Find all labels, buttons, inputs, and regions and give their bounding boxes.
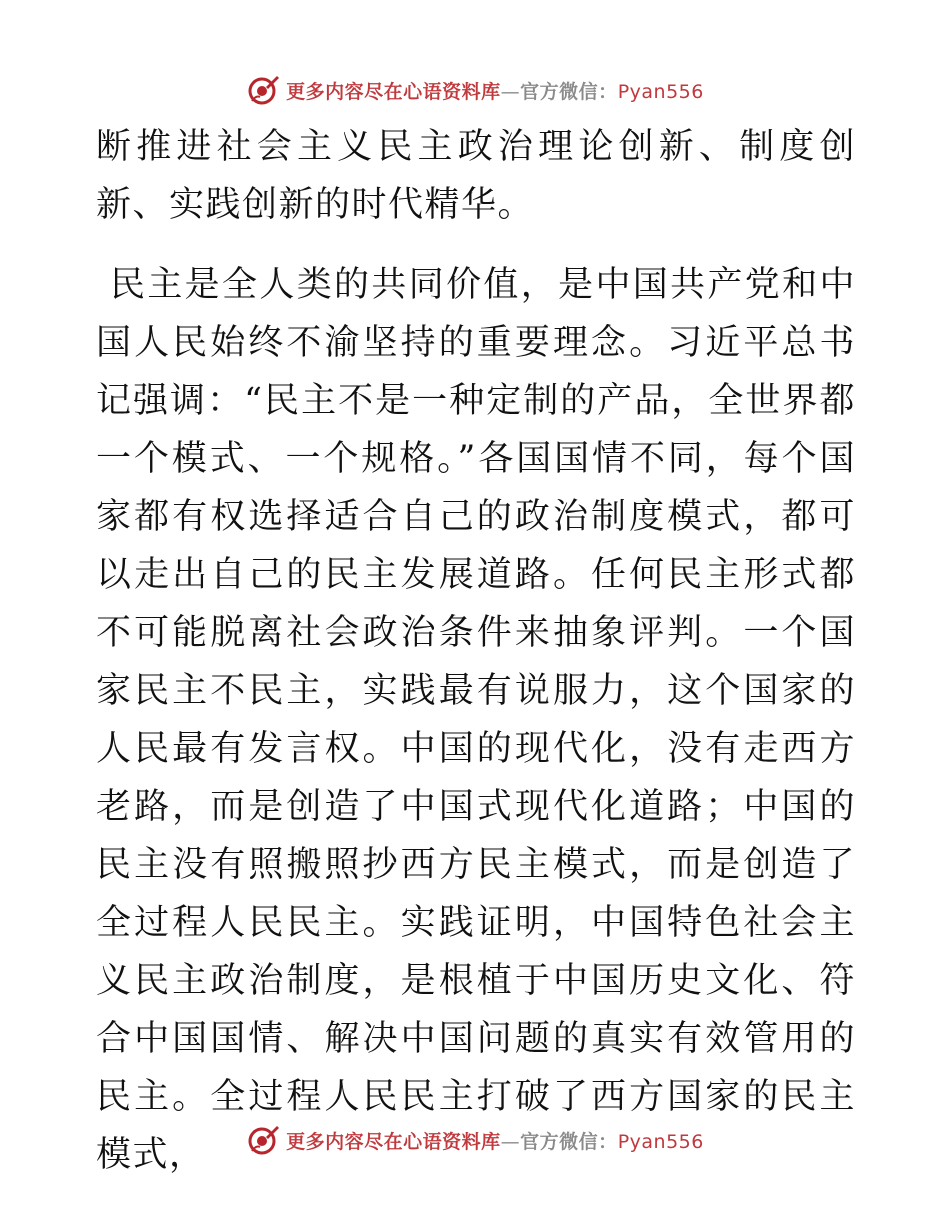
footer-watermark [0,1120,950,1160]
footer-watermark-text [286,1127,704,1154]
footer-site-name: 更多内容尽在心语资料库 [286,1130,501,1153]
pen-circle-logo-icon [246,73,280,107]
header-watermark-text [286,77,704,104]
header-site-name: 更多内容尽在心语资料库 [286,80,501,103]
document-body [96,118,856,1184]
header-watermark [0,70,950,110]
footer-wechat-id: Pyan556 [617,1130,704,1153]
pen-circle-logo-icon [246,1123,280,1157]
header-wechat-label: 官方微信： [520,80,618,103]
header-separator: — [500,80,521,103]
paragraph-2: 民主是全人类的共同价值，是中国共产党和中国人民始终不渝坚持的重要理念。习近平总书记强调：“民主不是一种定制的产品，全世界都一个模式、一个规格。”各国国情不同，每个国家都有权选择适合自己的政治制度模式，都可以走出自己的民主发展道路。任何民主形式都不可能脱离社会政治条件来抽象评判。一个国家民主不民主，实践最有说服力，这个国家的人民最有发言权。中国的现代化，没有走西方老路，而是创造了中国式现代化道路；中国的民主没有照搬照抄西方民主模式，而是创造了全过程人民民主。实践证明，中国特色社会主义民主政治制度，是根植于中国历史文化、符合中国国情、解决中国问题的真实有效管用的民主。全过程人民民主打破了西方国家的民主模式， [96,265,856,1175]
paragraph-1: 断推进社会主义民主政治理论创新、制度创新、实践创新的时代精华。 [96,127,856,225]
footer-separator: — [500,1130,521,1153]
footer-wechat-label: 官方微信： [520,1130,618,1153]
header-wechat-id: Pyan556 [617,80,704,103]
